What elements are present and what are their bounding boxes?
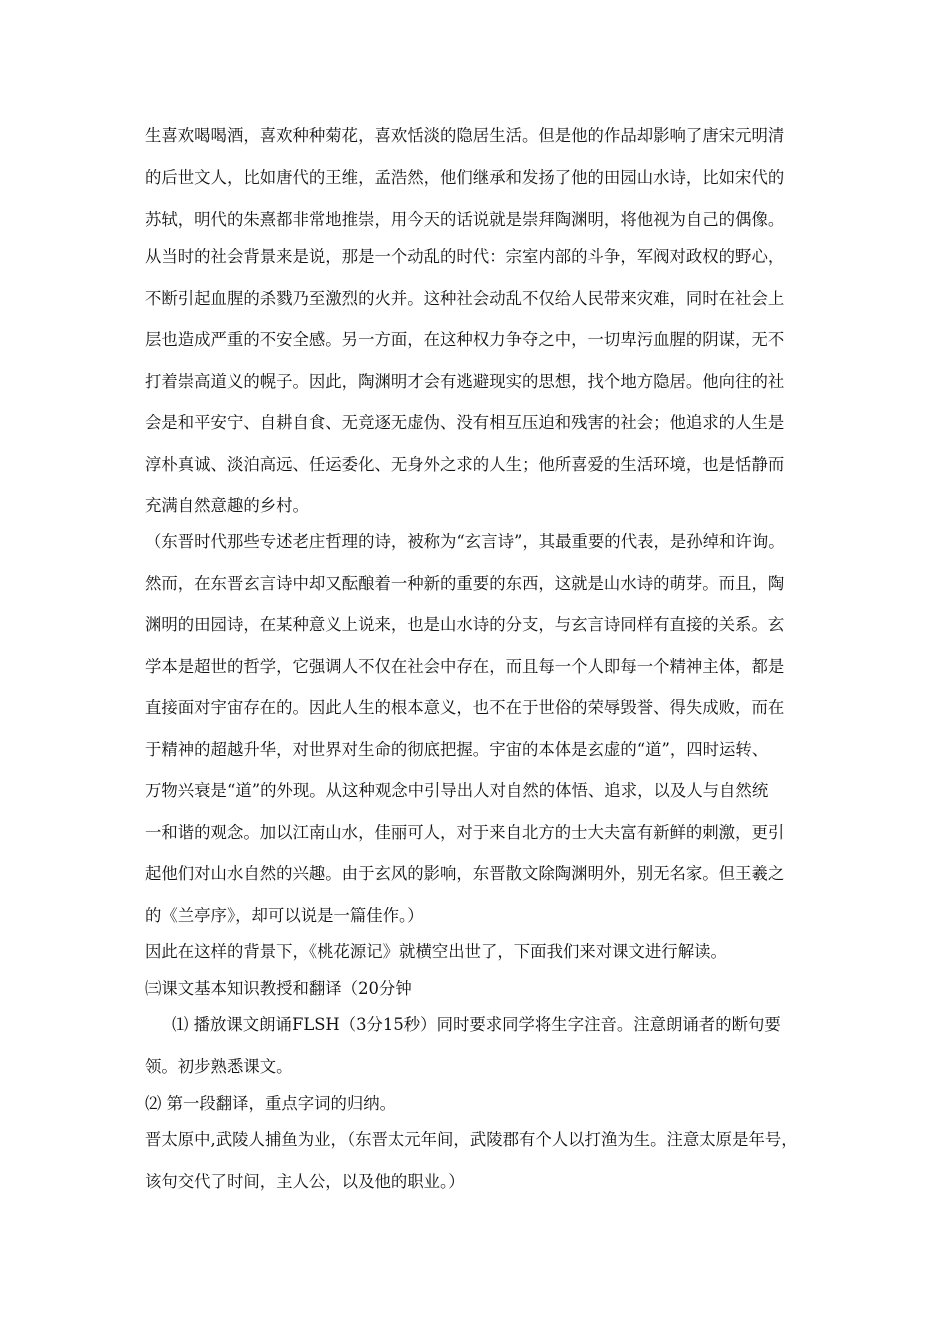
paragraph-line: 层也造成严重的不安全感。另一方面，在这种权力争夺之中，一切卑污血腥的阴谋，无不 <box>145 330 785 349</box>
paragraph-line: 从当时的社会背景来是说，那是一个动乱的时代：宗室内部的斗争，军阀对政权的野心， <box>145 247 785 266</box>
paragraph-line: 充满自然意趣的乡村。 <box>145 496 309 515</box>
paragraph-line: ⑴ 播放课文朗诵FLSH（3分15秒）同时要求同学将生字注音。注意朗诵者的断句要 <box>172 1015 781 1034</box>
paragraph-line: 的《兰亭序》，却可以说是一篇佳作。） <box>145 906 424 925</box>
paragraph-line: 万物兴衰是“道”的外现。从这种观念中引导出人对自然的体悟、追求，以及人与自然统 <box>145 781 769 800</box>
paragraph-line: 淳朴真诚、淡泊高远、任运委化、无身外之求的人生；他所喜爱的生活环境，也是恬静而 <box>145 455 785 474</box>
paragraph-line: 因此在这样的背景下，《桃花源记》就横空出世了，下面我们来对课文进行解读。 <box>145 942 727 961</box>
paragraph-line: 然而，在东晋玄言诗中却又酝酿着一种新的重要的东西，这就是山水诗的萌芽。而且，陶 <box>145 574 785 593</box>
paragraph-line: 会是和平安宁、自耕自食、无竞逐无虚伪、没有相互压迫和残害的社会；他追求的人生是 <box>145 413 785 432</box>
paragraph-line: 领。初步熟悉课文。 <box>145 1057 293 1076</box>
paragraph-line: 直接面对宇宙存在的。因此人生的根本意义，也不在于世俗的荣辱毁誉、得失成败，而在 <box>145 698 785 717</box>
paragraph-line: 打着崇高道义的幌子。因此，陶渊明才会有逃避现实的思想，找个地方隐居。他向往的社 <box>145 372 785 391</box>
paragraph-line: 不断引起血腥的杀戮乃至激烈的火并。这种社会动乱不仅给人民带来灾难，同时在社会上 <box>145 289 785 308</box>
paragraph-line: 渊明的田园诗，在某种意义上说来，也是山水诗的分支，与玄言诗同样有直接的关系。玄 <box>145 615 785 634</box>
paragraph-line: 起他们对山水自然的兴趣。由于玄风的影响，东晋散文除陶渊明外，别无名家。但王羲之 <box>145 864 785 883</box>
paragraph-line: 于精神的超越升华，对世界对生命的彻底把握。宇宙的本体是玄虚的“道”，四时运转、 <box>145 740 769 759</box>
paragraph-line: ⑵ 第一段翻译，重点字词的归纳。 <box>145 1094 397 1113</box>
paragraph-line: 该句交代了时间，主人公，以及他的职业。） <box>145 1172 465 1191</box>
paragraph-line: （东晋时代那些专述老庄哲理的诗，被称为“玄言诗”，其最重要的代表，是孙绰和许询。 <box>145 532 785 551</box>
paragraph-line: 一和谐的观念。加以江南山水，佳丽可人，对于来自北方的士大夫富有新鲜的刺激，更引 <box>145 823 785 842</box>
paragraph-line: 晋太原中,武陵人捕鱼为业，（东晋太元年间，武陵郡有个人以打渔为生。注意太原是年号， <box>145 1130 798 1149</box>
section-heading: ㈢课文基本知识教授和翻译（20分钟 <box>145 979 412 998</box>
paragraph-line: 苏轼，明代的朱熹都非常地推崇，用今天的话说就是崇拜陶渊明，将他视为自己的偶像。 <box>145 210 785 229</box>
paragraph-line: 生喜欢喝喝酒，喜欢种种菊花，喜欢恬淡的隐居生活。但是他的作品却影响了唐宋元明清 <box>145 126 785 145</box>
paragraph-line: 学本是超世的哲学，它强调人不仅在社会中存在，而且每一个人即每一个精神主体，都是 <box>145 657 785 676</box>
paragraph-line: 的后世文人，比如唐代的王维，孟浩然，他们继承和发扬了他的田园山水诗，比如宋代的 <box>145 168 785 187</box>
